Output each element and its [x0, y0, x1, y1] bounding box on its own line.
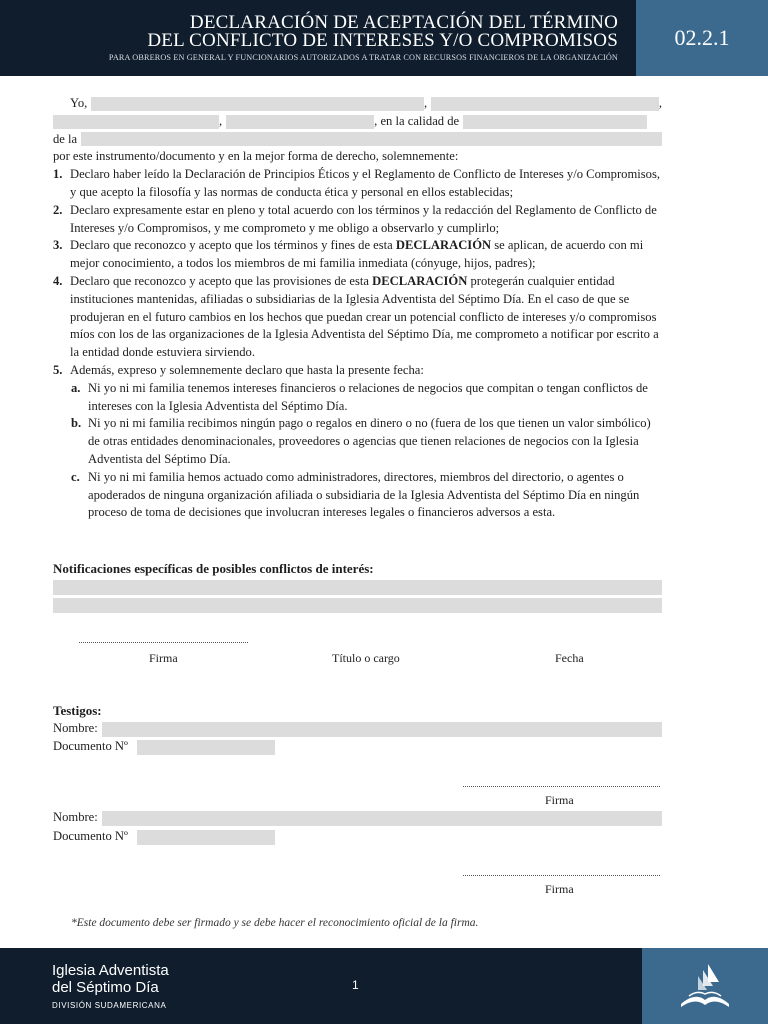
page-number: 1 — [352, 978, 359, 992]
intro-de-la: de la — [53, 131, 78, 146]
witnesses-title: Testigos: — [53, 703, 102, 718]
date-label: Fecha — [555, 651, 584, 665]
declaration-item — [53, 166, 662, 202]
signature-label: Firma — [149, 651, 178, 665]
witness1-signature-line[interactable] — [463, 786, 660, 787]
footnote: *Este documento debe ser firmado y se debe hacer el reconocimiento oficial de la firma. — [71, 917, 479, 929]
title-label: Título o cargo — [332, 651, 400, 665]
witness2-signature-label: Firma — [545, 882, 574, 896]
document-subtitle: PARA OBREROS EN GENERAL Y FUNCIONARIOS AUTORIZADOS A TRATAR CON RECURSOS FINANCIEROS DE LA ORGANIZACIÓN — [108, 53, 618, 62]
item-text-pre: Declaro que reconozco y acepto que los términos y fines de esta — [70, 238, 396, 253]
organization-name-line1: Iglesia Adventista — [52, 962, 169, 979]
document-title — [147, 14, 618, 50]
organization-name-line2: del Séptimo Día — [52, 979, 159, 996]
intro-comma: , — [423, 96, 428, 110]
declaration-list — [53, 166, 662, 380]
item-number: 1. — [53, 167, 63, 182]
subitem-letter: c. — [71, 469, 80, 484]
adventist-logo-icon — [675, 960, 735, 1012]
witness1-signature-label: Firma — [545, 793, 574, 807]
item-text: Además, expreso y solemnemente declaro que hasta la presente fecha: — [70, 362, 424, 377]
name-field[interactable] — [91, 97, 424, 111]
declaration-sublist — [53, 380, 662, 522]
intro-comma-2: , — [658, 96, 663, 110]
item-number: 2. — [53, 202, 63, 217]
declaration-subitem — [53, 469, 662, 522]
item-number: 3. — [53, 238, 63, 253]
witness1-document-field[interactable] — [137, 740, 275, 755]
witness2-document-label: Documento Nº — [53, 829, 128, 843]
declaration-subitem — [53, 380, 662, 416]
witness1-document-label: Documento Nº — [53, 739, 128, 753]
notifications-title: Notificaciones específicas de posibles conflictos de interés: — [53, 561, 374, 576]
division-name: DIVISIÓN SUDAMERICANA — [52, 1001, 167, 1010]
item-number: 4. — [53, 273, 63, 288]
intro-solemne: por este instrumento/documento y en la mejor forma de derecho, solemnemente: — [53, 149, 459, 164]
item-text-post: protegerán cualquier entidad instituciones mantenidas, afiliadas o subsidiarias de la Iglesia Adventista del Séptimo Día. En el caso de que se produjeran en el futuro cambios en los hechos que puedan crear un potencial conflicto de intereses y/o compromisos míos con los de las organizaciones de la Iglesia Adventista del Séptimo Día, me comprometo a notificar por escrito a la entidad donde estuviera sirviendo. — [70, 273, 659, 360]
witness2-document-field[interactable] — [137, 830, 275, 845]
page-header — [0, 0, 768, 76]
document-title-line2: DEL CONFLICTO DE INTERESES Y/O COMPROMISOS — [147, 30, 618, 51]
item-text-pre: Declaro que reconozco y acepto que las provisiones de esta — [70, 273, 373, 288]
declaration-body — [53, 95, 662, 522]
document-code: 02.2.1 — [636, 0, 768, 76]
position-field[interactable] — [463, 115, 647, 129]
intro-line-1 — [53, 95, 662, 113]
subitem-text: Ni yo ni mi familia hemos actuado como administradores, directores, miembros del directorio, o agentes o apoderados de ninguna organización afiliada o subsidiaria de la Iglesia Adventista del Séptimo Día en ningún proceso de toma de decisiones que involucran intereses legales o financieros adversos a esta. — [88, 469, 640, 520]
notifications-field-1[interactable] — [53, 580, 662, 595]
notifications-field-2[interactable] — [53, 598, 662, 613]
subitem-text: Ni yo ni mi familia tenemos intereses financieros o relaciones de negocios que compitan o tengan conflictos de intereses con la Iglesia Adventista del Séptimo Día. — [88, 380, 648, 413]
witness2-name-field[interactable] — [102, 811, 662, 826]
item-text-post: se aplican, de acuerdo con mi mejor conocimiento, a todos los miembros de mi familia inmediata (cónyuge, hijos, padres); — [70, 238, 644, 271]
witness2-name-label: Nombre: — [53, 810, 98, 824]
declaration-item — [53, 362, 662, 380]
intro-calidad: , en la calidad de — [374, 113, 460, 128]
item-keyword: DECLARACIÓN — [372, 273, 468, 288]
intro-line-3 — [53, 131, 662, 149]
declaration-item — [53, 237, 662, 273]
intro-comma-3: , — [219, 113, 223, 128]
document-id-field[interactable] — [226, 115, 374, 129]
witness2-signature-line[interactable] — [463, 875, 660, 876]
logo-box — [642, 948, 768, 1024]
signature-line[interactable] — [79, 642, 248, 643]
witness1-name-label: Nombre: — [53, 721, 98, 735]
declaration-subitem — [53, 415, 662, 468]
intro-line-2 — [53, 113, 662, 131]
nationality-field[interactable] — [431, 97, 659, 111]
declaration-item — [53, 202, 662, 238]
witness1-name-field[interactable] — [102, 722, 662, 737]
item-keyword: DECLARACIÓN — [395, 238, 492, 253]
page-footer — [0, 948, 768, 1024]
organization-name — [52, 962, 169, 996]
item-text: Declaro expresamente estar en pleno y total acuerdo con los términos y la redacción del Reglamento de Conflicto de Intereses y/o Compromisos, y me comprometo y me obligo a observarlo y cumplirlo; — [70, 202, 657, 235]
subitem-letter: a. — [71, 380, 81, 395]
declaration-item — [53, 273, 662, 362]
organization-field[interactable] — [81, 132, 662, 146]
subitem-text: Ni yo ni mi familia recibimos ningún pago o regalos en dinero o no (fuera de los que tienen un valor simbólico) de otras entidades denominacionales, proveedores o agencias que tienen relaciones de negocios con la Iglesia Adventista del Séptimo Día. — [88, 416, 651, 466]
document-title-line1: DECLARACIÓN DE ACEPTACIÓN DEL TÉRMINO — [189, 12, 618, 33]
subitem-letter: b. — [71, 416, 82, 431]
item-number: 5. — [53, 362, 63, 377]
intro-yo: Yo, — [70, 96, 88, 110]
item-text: Declaro haber leído la Declaración de Principios Éticos y el Reglamento de Conflicto de Intereses y/o Compromisos, y que acepto la filosofía y las normas de conducta ética y personal en ellos establecidas; — [70, 167, 660, 199]
civil-status-field[interactable] — [53, 115, 219, 129]
